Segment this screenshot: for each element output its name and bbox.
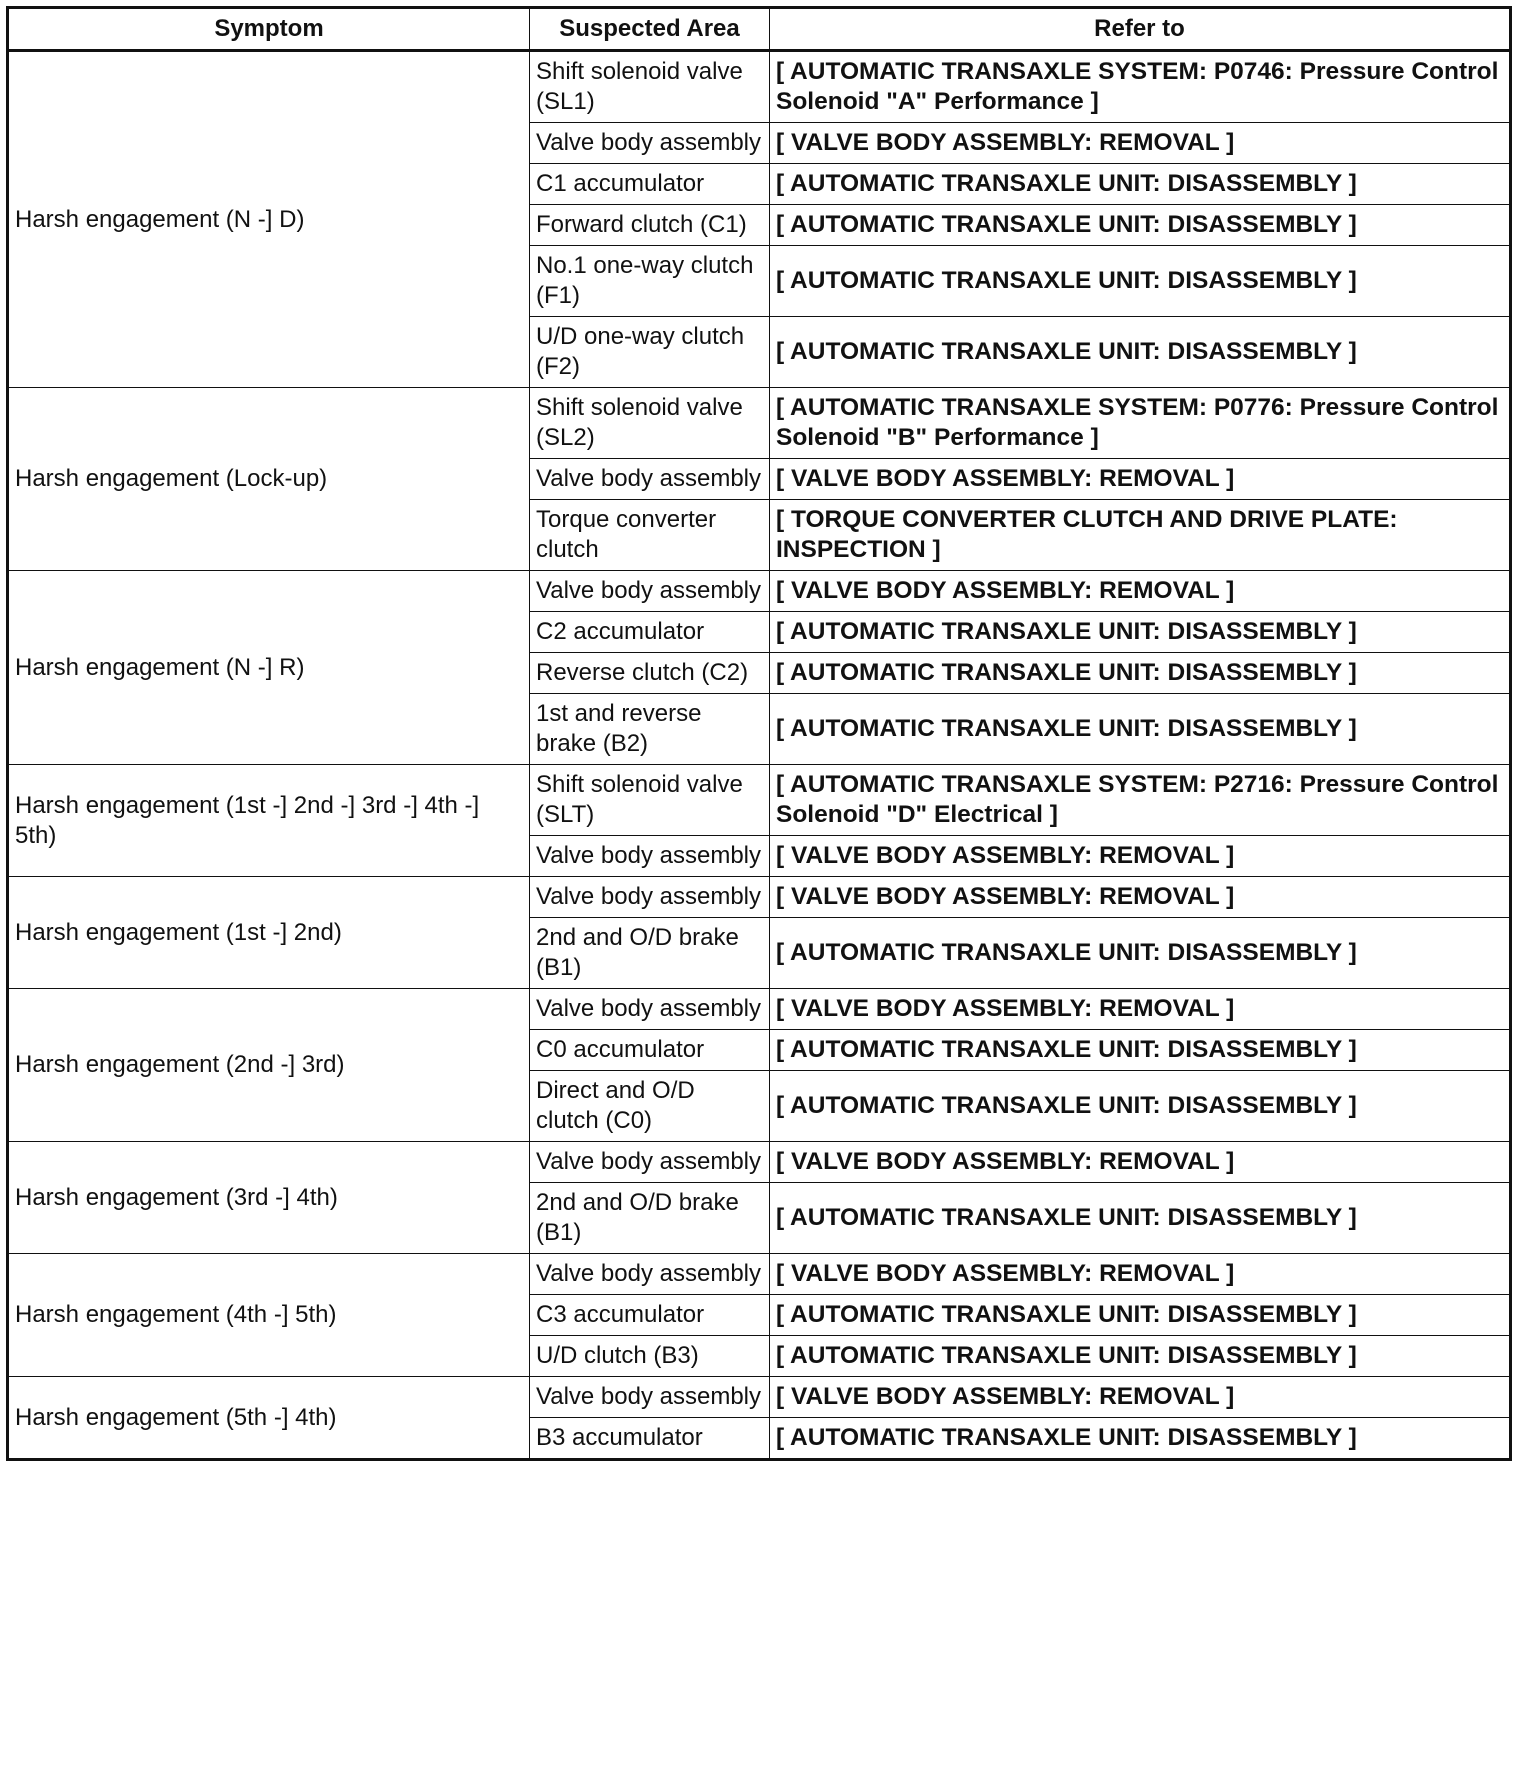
suspected-area-cell: Valve body assembly [530,1142,770,1183]
refer-to-cell: [ AUTOMATIC TRANSAXLE UNIT: DISASSEMBLY ] [770,918,1511,989]
refer-to-cell: [ AUTOMATIC TRANSAXLE UNIT: DISASSEMBLY ] [770,653,1511,694]
refer-to-cell: [ AUTOMATIC TRANSAXLE UNIT: DISASSEMBLY ] [770,1295,1511,1336]
refer-to-cell: [ VALVE BODY ASSEMBLY: REMOVAL ] [770,459,1511,500]
symptom-cell: Harsh engagement (2nd -] 3rd) [8,989,530,1142]
suspected-area-cell: Valve body assembly [530,877,770,918]
refer-to-cell: [ AUTOMATIC TRANSAXLE SYSTEM: P0746: Pressure Control Solenoid "A" Performance ] [770,51,1511,123]
suspected-area-cell: U/D clutch (B3) [530,1336,770,1377]
suspected-area-cell: C3 accumulator [530,1295,770,1336]
table-row [8,1377,1511,1418]
symptom-cell: Harsh engagement (N -] R) [8,571,530,765]
refer-to-cell: [ AUTOMATIC TRANSAXLE UNIT: DISASSEMBLY ] [770,164,1511,205]
suspected-area-cell: C2 accumulator [530,612,770,653]
refer-to-cell: [ AUTOMATIC TRANSAXLE SYSTEM: P2716: Pressure Control Solenoid "D" Electrical ] [770,765,1511,836]
refer-to-cell: [ TORQUE CONVERTER CLUTCH AND DRIVE PLATE: INSPECTION ] [770,500,1511,571]
suspected-area-cell: No.1 one-way clutch (F1) [530,246,770,317]
table-row [8,989,1511,1030]
symptom-cell: Harsh engagement (3rd -] 4th) [8,1142,530,1254]
refer-to-cell: [ AUTOMATIC TRANSAXLE SYSTEM: P0776: Pressure Control Solenoid "B" Performance ] [770,388,1511,459]
suspected-area-cell: Shift solenoid valve (SLT) [530,765,770,836]
refer-to-cell: [ AUTOMATIC TRANSAXLE UNIT: DISASSEMBLY ] [770,205,1511,246]
refer-to-cell: [ VALVE BODY ASSEMBLY: REMOVAL ] [770,1254,1511,1295]
suspected-area-cell: 1st and reverse brake (B2) [530,694,770,765]
document-page [6,6,1512,1461]
suspected-area-cell: Valve body assembly [530,571,770,612]
refer-to-cell: [ VALVE BODY ASSEMBLY: REMOVAL ] [770,123,1511,164]
refer-to-cell: [ VALVE BODY ASSEMBLY: REMOVAL ] [770,836,1511,877]
suspected-area-cell: Valve body assembly [530,989,770,1030]
symptom-cell: Harsh engagement (5th -] 4th) [8,1377,530,1460]
table-row [8,765,1511,836]
refer-to-cell: [ AUTOMATIC TRANSAXLE UNIT: DISASSEMBLY ] [770,1030,1511,1071]
suspected-area-cell: Shift solenoid valve (SL1) [530,51,770,123]
refer-to-cell: [ AUTOMATIC TRANSAXLE UNIT: DISASSEMBLY ] [770,246,1511,317]
suspected-area-cell: Direct and O/D clutch (C0) [530,1071,770,1142]
table-body [8,51,1511,1460]
refer-to-cell: [ AUTOMATIC TRANSAXLE UNIT: DISASSEMBLY ] [770,612,1511,653]
suspected-area-cell: Valve body assembly [530,1377,770,1418]
table-row [8,877,1511,918]
suspected-area-cell: 2nd and O/D brake (B1) [530,1183,770,1254]
refer-to-cell: [ VALVE BODY ASSEMBLY: REMOVAL ] [770,989,1511,1030]
symptom-cell: Harsh engagement (Lock-up) [8,388,530,571]
header-symptom: Symptom [8,8,530,51]
table-row [8,1254,1511,1295]
suspected-area-cell: C1 accumulator [530,164,770,205]
header-refer-to: Refer to [770,8,1511,51]
table-row [8,1142,1511,1183]
table-row [8,51,1511,123]
suspected-area-cell: Valve body assembly [530,123,770,164]
suspected-area-cell: Valve body assembly [530,1254,770,1295]
symptom-cell: Harsh engagement (N -] D) [8,51,530,388]
suspected-area-cell: Valve body assembly [530,836,770,877]
suspected-area-cell: B3 accumulator [530,1418,770,1460]
suspected-area-cell: Reverse clutch (C2) [530,653,770,694]
refer-to-cell: [ AUTOMATIC TRANSAXLE UNIT: DISASSEMBLY ] [770,317,1511,388]
header-row [8,8,1511,51]
refer-to-cell: [ VALVE BODY ASSEMBLY: REMOVAL ] [770,877,1511,918]
refer-to-cell: [ VALVE BODY ASSEMBLY: REMOVAL ] [770,1142,1511,1183]
suspected-area-cell: U/D one-way clutch (F2) [530,317,770,388]
suspected-area-cell: C0 accumulator [530,1030,770,1071]
refer-to-cell: [ VALVE BODY ASSEMBLY: REMOVAL ] [770,1377,1511,1418]
suspected-area-cell: Forward clutch (C1) [530,205,770,246]
symptom-cell: Harsh engagement (4th -] 5th) [8,1254,530,1377]
symptom-cell: Harsh engagement (1st -] 2nd) [8,877,530,989]
header-suspected-area: Suspected Area [530,8,770,51]
symptom-cell: Harsh engagement (1st -] 2nd -] 3rd -] 4th -] 5th) [8,765,530,877]
table-row [8,571,1511,612]
table-row [8,388,1511,459]
troubleshooting-table [6,6,1512,1461]
suspected-area-cell: Shift solenoid valve (SL2) [530,388,770,459]
suspected-area-cell: Valve body assembly [530,459,770,500]
refer-to-cell: [ AUTOMATIC TRANSAXLE UNIT: DISASSEMBLY ] [770,694,1511,765]
refer-to-cell: [ AUTOMATIC TRANSAXLE UNIT: DISASSEMBLY ] [770,1183,1511,1254]
refer-to-cell: [ AUTOMATIC TRANSAXLE UNIT: DISASSEMBLY ] [770,1418,1511,1460]
refer-to-cell: [ AUTOMATIC TRANSAXLE UNIT: DISASSEMBLY ] [770,1071,1511,1142]
suspected-area-cell: 2nd and O/D brake (B1) [530,918,770,989]
refer-to-cell: [ AUTOMATIC TRANSAXLE UNIT: DISASSEMBLY ] [770,1336,1511,1377]
suspected-area-cell: Torque converter clutch [530,500,770,571]
refer-to-cell: [ VALVE BODY ASSEMBLY: REMOVAL ] [770,571,1511,612]
